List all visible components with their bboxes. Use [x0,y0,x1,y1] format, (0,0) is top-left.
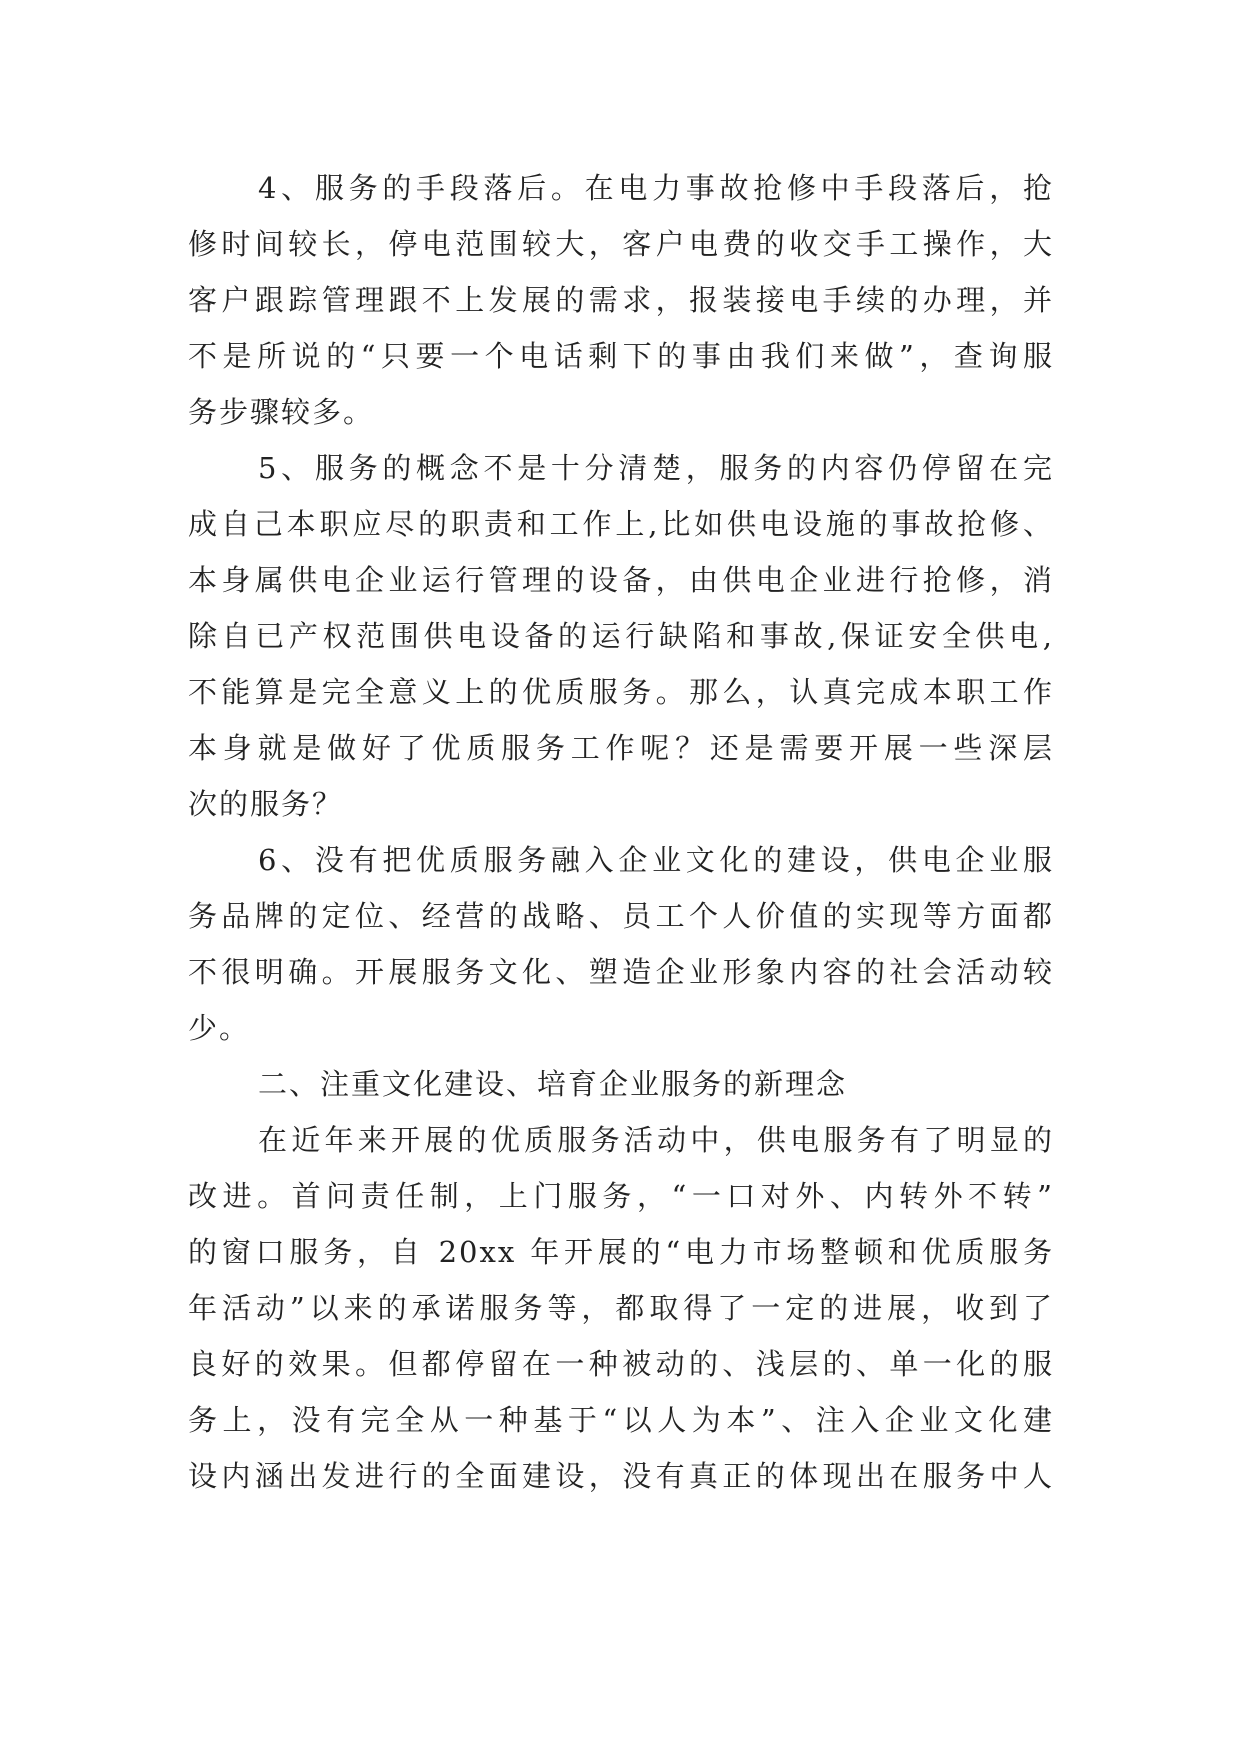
document-body [188,160,1054,1504]
text-line: 不很明确。开展服务文化、塑造企业形象内容的社会活动较 [188,955,1054,989]
text-line: 6、没有把优质服务融入企业文化的建设，供电企业服 [258,843,1054,877]
text-line: 务步骤较多。 [188,395,375,429]
text-line: 次的服务？ [188,787,344,821]
text-line: 在近年来开展的优质服务活动中，供电服务有了明显的 [258,1123,1054,1157]
text-line: 改进。首问责任制，上门服务，“一口对外、内转外不转” [188,1179,1054,1213]
paragraph-item-6 [188,832,1054,1056]
paragraph-item-4 [188,160,1054,440]
text-line: 的窗口服务，自 20xx 年开展的“电力市场整顿和优质服务 [188,1235,1054,1269]
text-line: 修时间较长，停电范围较大，客户电费的收交手工操作，大 [188,227,1054,261]
paragraph-body [188,1112,1054,1504]
text-line: 务品牌的定位、经营的战略、员工个人价值的实现等方面都 [188,899,1054,933]
text-line: 本身就是做好了优质服务工作呢？还是需要开展一些深层 [188,731,1054,765]
section-heading [188,1056,1054,1112]
text-line: 本身属供电企业运行管理的设备，由供电企业进行抢修，消 [188,563,1054,597]
text-line: 成自己本职应尽的职责和工作上,比如供电设施的事故抢修、 [188,507,1054,541]
text-line: 务上，没有完全从一种基于“以人为本”、注入企业文化建 [188,1403,1054,1437]
text-line: 客户跟踪管理跟不上发展的需求，报装接电手续的办理，并 [188,283,1054,317]
text-line: 4、服务的手段落后。在电力事故抢修中手段落后，抢 [258,171,1054,205]
text-line: 不是所说的“只要一个电话剩下的事由我们来做”，查询服 [188,339,1054,373]
text-line: 年活动”以来的承诺服务等，都取得了一定的进展，收到了 [188,1291,1054,1325]
paragraph-item-5 [188,440,1054,832]
section-heading-text: 二、注重文化建设、培育企业服务的新理念 [258,1067,848,1101]
text-line: 少。 [188,1011,251,1045]
text-line: 不能算是完全意义上的优质服务。那么，认真完成本职工作 [188,675,1054,709]
text-line: 设内涵出发进行的全面建设，没有真正的体现出在服务中人 [188,1459,1054,1493]
text-line: 5、服务的概念不是十分清楚，服务的内容仍停留在完 [258,451,1054,485]
text-line: 除自已产权范围供电设备的运行缺陷和事故,保证安全供电, [188,619,1054,653]
text-line: 良好的效果。但都停留在一种被动的、浅层的、单一化的服 [188,1347,1054,1381]
